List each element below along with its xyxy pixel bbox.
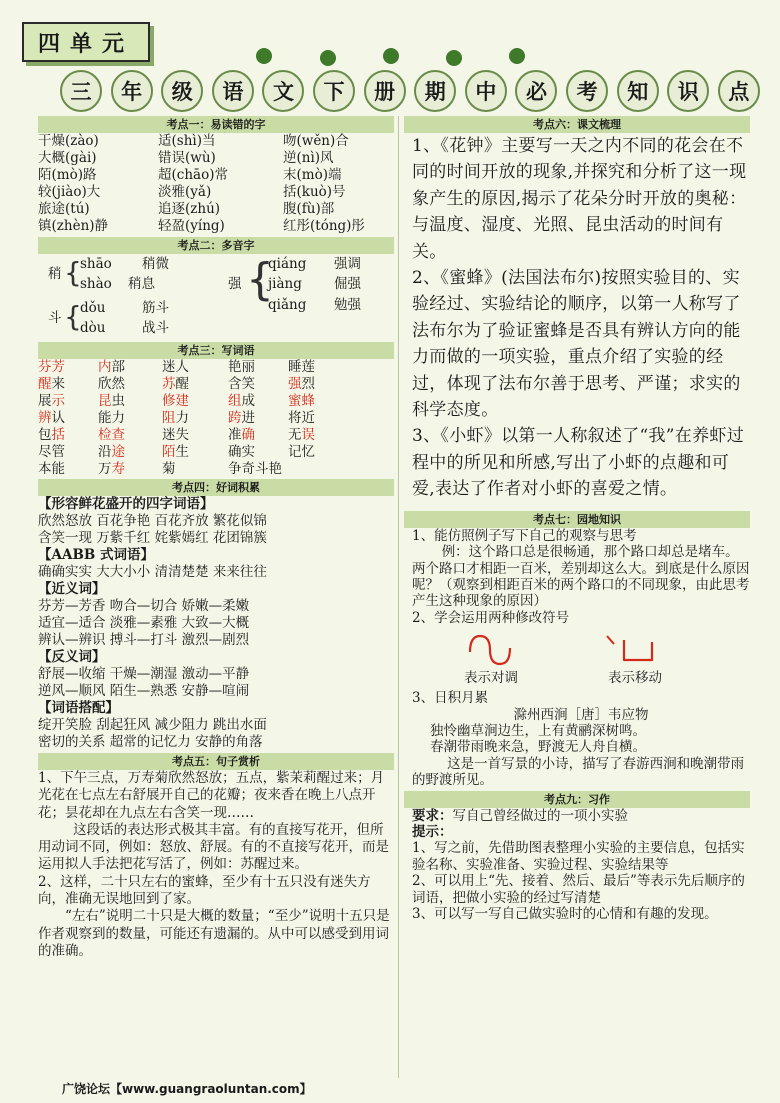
word-cell: 记忆 (288, 444, 315, 460)
easy-misread-list (38, 133, 394, 235)
word-row (38, 376, 394, 393)
poem-line: 独怜幽草涧边生，上有黄鹂深树鸣。 (430, 722, 646, 739)
word-line: 欣然怒放 百花争艳 百花齐放 繁花似锦 (38, 513, 267, 529)
word-cell: 阻力 (162, 410, 189, 426)
word-line: 适宜—适合 淡雅—素雅 大致—大概 (38, 615, 250, 631)
text-summary (404, 133, 750, 503)
pinyin: shāo (80, 256, 112, 272)
word-cell: 陌生 (162, 444, 189, 460)
word-item: 镇(zhèn)静 (38, 218, 109, 234)
right-column (404, 116, 750, 922)
title-char: 下 (313, 70, 355, 112)
word-cell: 跨进 (228, 410, 255, 426)
composition (404, 808, 750, 923)
word-row (38, 461, 394, 478)
word-line: 逆风—顺风 陌生—熟悉 安静—喧闹 (38, 683, 250, 699)
paragraph: 1、《花钟》主要写一天之内不同的花会在不同的时间开放的现象,并探究和分析了这一现象产生的原因,揭示了花朵分时开放的奥秘：与温度、湿度、光照、昆虫活动的时间有关。 (412, 136, 747, 262)
paragraph: 这段话的表达形式极其丰富。有的直接写花开，但所用动词不同，例如：怒放、舒展。有的不直接写花开，而是运用拟人手法把花写活了，例如：苏醒过来。 (38, 821, 389, 873)
title-char: 文 (262, 70, 304, 112)
title-char: 识 (667, 70, 709, 112)
section-head-3: 考点三：写词语 (38, 342, 394, 359)
word-cell: 艳丽 (228, 359, 255, 375)
polyphone-word: 战斗 (142, 320, 169, 336)
word-cell: 组成 (228, 393, 255, 409)
word-item: 吻(wěn)合 (283, 133, 349, 149)
dot-icon (256, 48, 272, 64)
word-item: 红彤(tóng)彤 (283, 218, 365, 234)
subheading: 【近义词】 (38, 581, 106, 597)
paragraph: 3、《小虾》以第一人称叙述了“我”在养虾过程中的所见和所感,写出了小虾的点趣和可爱,表达了作者对小虾的喜爱之情。 (412, 426, 744, 500)
tip-item: 2、可以用上“先、接着、然后、最后”等表示先后顺序的词语，把做小实验的经过写清楚 (412, 873, 745, 906)
word-cell: 尽管 (38, 444, 65, 460)
word-cell: 迷人 (162, 359, 189, 375)
swap-label: 表示对调 (464, 670, 518, 687)
word-cell: 醒来 (38, 376, 65, 392)
pinyin: shào (80, 276, 112, 292)
tip-item: 3、可以写一写自己做实验时的心情和有趣的发现。 (412, 906, 718, 922)
word-cell: 争奇斗艳 (228, 461, 282, 477)
word-item: 陌(mò)路 (38, 167, 97, 183)
move-label: 表示移动 (608, 670, 662, 687)
swap-symbol-icon (412, 630, 758, 670)
word-cell: 迷失 (162, 427, 189, 443)
title-char: 考 (566, 70, 608, 112)
title-char: 年 (111, 70, 153, 112)
word-row (38, 393, 394, 410)
sentence-analysis (38, 770, 394, 960)
polyphone-char: 稍 (48, 266, 62, 282)
section-head-6: 考点六：课文梳理 (404, 116, 750, 133)
section-head-1: 考点一：易读错的字 (38, 116, 394, 133)
word-cell: 包括 (38, 427, 65, 443)
word-item: 超(chāo)常 (158, 167, 228, 183)
word-item: 追逐(zhú) (158, 201, 221, 217)
paragraph: 这是一首写景的小诗，描写了春游西涧和晚潮带雨的野渡所见。 (412, 755, 745, 789)
word-line: 芬芳—芳香 吻合—切合 娇嫩—柔嫩 (38, 598, 250, 614)
word-cell: 含笑 (228, 376, 255, 392)
word-cell: 万寿 (98, 461, 125, 477)
paragraph: 例：这个路口总是很畅通，那个路口却总是堵车。两个路口才相距一百米，差别却这么大。到底是什么原因呢？（观察到相距百米的两个路口的不同现象，由此思考产生这种现象的原因） (412, 544, 750, 610)
garden-knowledge (404, 528, 750, 789)
polyphone-char: 斗 (48, 310, 62, 326)
left-column (38, 116, 394, 960)
word-row (38, 444, 394, 461)
word-line: 确确实实 大大小小 清清楚楚 来来往往 (38, 564, 267, 580)
requirement-text: 写自己曾经做过的一项小实验 (452, 807, 628, 824)
word-cell: 检查 (98, 427, 125, 443)
title-char: 级 (161, 70, 203, 112)
subheading: 【反义词】 (38, 649, 106, 665)
paragraph: 1、能仿照例子写下自己的观察与思考 (412, 527, 637, 544)
title-char: 期 (414, 70, 456, 112)
title-char: 点 (718, 70, 760, 112)
word-row (38, 359, 394, 376)
word-item: 轻盈(yíng) (158, 218, 225, 234)
section-head-4: 考点四：好词积累 (38, 479, 394, 496)
polyphone-word: 筋斗 (142, 300, 169, 316)
word-line: 辨认—辨识 搏斗—打斗 激烈—剧烈 (38, 632, 250, 648)
polyphone-block (38, 254, 394, 338)
requirement-label: 要求： (412, 807, 453, 824)
title-char: 语 (212, 70, 254, 112)
word-item: 大概(gài) (38, 150, 97, 166)
word-cell: 昆虫 (98, 393, 125, 409)
paragraph: 1、下午三点，万寿菊欣然怒放；五点，紫茉莉醒过来；月光花在七点左右舒展开自己的花瓣；夜来香在晚上八点开花；昙花却在九点左右含笑一现…… (38, 770, 385, 821)
brace-icon: { (64, 300, 82, 333)
word-cell: 睡莲 (288, 359, 315, 375)
title-char: 三 (60, 70, 102, 112)
paragraph: 2、这样，二十只左右的蜜蜂，至少有十五只没有迷失方向，准确无误地回到了家。 (38, 873, 371, 908)
word-cell: 确实 (228, 444, 255, 460)
word-line: 绽开笑脸 刮起狂风 减少阻力 跳出水面 (38, 717, 267, 733)
tip-item: 1、写之前，先借助图表整理小实验的主要信息，包括实验名称、实验准备、实验过程、实验结果等 (412, 840, 745, 873)
word-cell: 菊 (162, 461, 176, 477)
title-char: 必 (515, 70, 557, 112)
word-cell: 本能 (38, 461, 65, 477)
word-cell: 无误 (288, 427, 315, 443)
page-title (60, 70, 760, 112)
dot-icon (320, 50, 336, 66)
word-line: 密切的关系 超常的记忆力 安静的角落 (38, 734, 263, 750)
section-head-2: 考点二：多音字 (38, 237, 394, 254)
polyphone-word: 勉强 (334, 297, 361, 313)
word-line: 含笑一现 万紫千红 姹紫嫣红 花团锦簇 (38, 530, 267, 546)
dot-icon (446, 50, 462, 66)
polyphone-char: 强 (228, 276, 242, 292)
word-row (38, 410, 394, 427)
section-head-5: 考点五：句子赏析 (38, 753, 394, 770)
polyphone-word: 稍微 (142, 256, 169, 272)
pinyin: qiǎng (268, 297, 307, 313)
footer-credit: 广饶论坛【www.guangraoluntan.com】 (62, 1082, 312, 1096)
paragraph: 2、《蜜蜂》(法国法布尔)按照实验目的、实验经过、实验结论的顺序，以第一人称写了法布尔为了验证蜜蜂是否具有辨认方向的能力而做的一项实验，重点介绍了实验的经过，体现了法布尔善于思考、严谨；求实的科学态度。 (412, 268, 741, 421)
word-cell: 辨认 (38, 410, 65, 426)
polyphone-word: 强调 (334, 256, 361, 272)
word-cell (288, 461, 348, 478)
word-cell: 欣然 (98, 376, 125, 392)
tips-label: 提示： (412, 823, 453, 840)
word-item: 干燥(zào) (38, 133, 99, 149)
subheading: 【AABB 式词语】 (38, 547, 154, 563)
word-item: 适(shì)当 (158, 133, 216, 149)
pinyin: dǒu (80, 300, 106, 316)
word-cell: 将近 (288, 410, 315, 426)
polyphone-word: 倔强 (334, 276, 361, 292)
dot-icon (383, 48, 399, 64)
word-row (38, 427, 394, 444)
poem-title: 滁州西涧［唐］韦应物 (513, 706, 649, 723)
edit-symbols (412, 626, 750, 688)
paragraph: 3、日积月累 (412, 690, 489, 707)
word-cell: 展示 (38, 393, 65, 409)
column-divider (398, 116, 399, 1078)
paragraph: 2、学会运用两种修改符号 (412, 609, 570, 626)
section-head-7: 考点七：园地知识 (404, 511, 750, 528)
pinyin: jiàng (268, 276, 302, 292)
title-char: 中 (465, 70, 507, 112)
brace-icon: { (246, 254, 274, 305)
subheading: 【词语搭配】 (38, 700, 119, 716)
pinyin: dòu (80, 320, 106, 336)
word-item: 逆(nì)风 (283, 150, 334, 166)
title-char: 册 (364, 70, 406, 112)
word-item: 淡雅(yǎ) (158, 184, 212, 200)
paragraph: “左右”说明二十只是大概的数量；“至少”说明十五只是作者观察到的数量，可能还有遗漏的。从中可以感受到用词的准确。 (38, 908, 390, 959)
dot-icon (509, 48, 525, 64)
word-cell: 沿途 (98, 444, 125, 460)
unit-badge: 四单元 (22, 22, 150, 62)
word-cell: 准确 (228, 427, 255, 443)
decorative-dots (0, 48, 780, 68)
good-words (38, 496, 394, 751)
word-item: 错误(wù) (158, 150, 216, 166)
subheading: 【形容鲜花盛开的四字词语】 (38, 496, 214, 512)
pinyin: qiáng (268, 256, 307, 272)
brace-icon: { (64, 256, 82, 289)
word-item: 较(jiào)大 (38, 184, 101, 200)
word-item: 括(kuò)号 (283, 184, 346, 200)
polyphone-word: 稍息 (128, 276, 155, 292)
word-cell: 强烈 (288, 376, 315, 392)
word-cell: 能力 (98, 410, 125, 426)
word-item: 旅途(tú) (38, 201, 90, 217)
word-cell: 苏醒 (162, 376, 189, 392)
word-item: 末(mò)端 (283, 167, 342, 183)
word-line: 舒展—收缩 干燥—潮湿 激动—平静 (38, 666, 250, 682)
poem-line: 春潮带雨晚来急，野渡无人舟自横。 (430, 739, 646, 756)
word-item: 腹(fù)部 (283, 201, 335, 217)
title-char: 知 (617, 70, 659, 112)
section-head-9: 考点九：习作 (404, 791, 750, 808)
write-words-grid (38, 359, 394, 478)
word-cell: 修建 (162, 393, 189, 409)
word-cell: 蜜蜂 (288, 393, 315, 409)
word-cell: 内部 (98, 359, 125, 375)
word-cell: 芬芳 (38, 359, 65, 375)
